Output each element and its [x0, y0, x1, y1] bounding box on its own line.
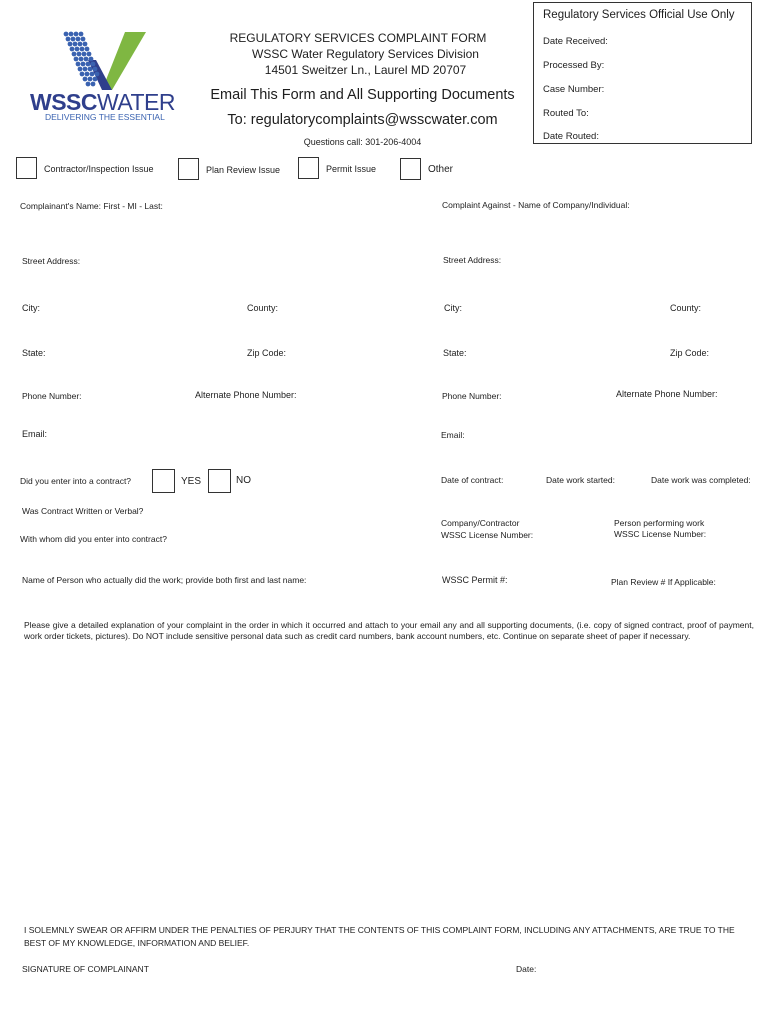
- division-address: 14501 Sweitzer Ln., Laurel MD 20707: [264, 63, 467, 77]
- contract-no-label: NO: [236, 475, 251, 486]
- other-issue-checkbox[interactable]: [400, 158, 421, 180]
- complainant-email-field[interactable]: Email:: [22, 429, 48, 439]
- official-use-title: Regulatory Services Official Use Only: [543, 9, 735, 21]
- complainant-state-field[interactable]: State:: [22, 348, 46, 358]
- against-state-field[interactable]: State:: [443, 348, 467, 358]
- complainant-alt-phone-field[interactable]: Alternate Phone Number:: [195, 390, 297, 400]
- against-name-field[interactable]: Complaint Against - Name of Company/Individual:: [442, 200, 630, 210]
- signature-field[interactable]: SIGNATURE OF COMPLAINANT: [22, 964, 149, 974]
- perjury-affirmation: I SOLEMNLY SWEAR OR AFFIRM UNDER THE PENALTIES OF PERJURY THAT THE CONTENTS OF THIS COMPLAINT FORM, INCLUDING ANY ATTACHMENTS, ARE TRUE TO THE BEST OF MY KNOWLEDGE, INFORMATION AND BELIEF.: [24, 925, 735, 948]
- questions-phone: Questions call: 301-206-4004: [303, 137, 422, 147]
- division-name: WSSC Water Regulatory Services Division: [252, 47, 479, 61]
- contract-no-checkbox[interactable]: [208, 469, 231, 493]
- complainant-county-field[interactable]: County:: [247, 303, 279, 313]
- explanation-text-area[interactable]: [20, 660, 755, 910]
- date-work-started-field[interactable]: Date work started:: [546, 475, 615, 485]
- permit-issue-checkbox[interactable]: [298, 157, 319, 179]
- contractor-issue-checkbox[interactable]: [16, 157, 37, 179]
- complainant-name-field[interactable]: Complainant's Name: First - MI - Last:: [20, 201, 163, 211]
- complainant-phone-field[interactable]: Phone Number:: [22, 391, 82, 401]
- logo-wordmark-light: WATER: [97, 89, 175, 115]
- date-routed-field[interactable]: Date Routed:: [543, 131, 599, 142]
- email-instruction: Email This Form and All Supporting Documents: [210, 87, 515, 103]
- against-city-field[interactable]: City:: [444, 303, 462, 313]
- plan-review-number-field[interactable]: Plan Review # If Applicable:: [611, 577, 716, 587]
- complainant-zip-field[interactable]: Zip Code:: [247, 348, 287, 358]
- against-street-field[interactable]: Street Address:: [443, 255, 502, 265]
- contract-with-field[interactable]: With whom did you enter into contract?: [20, 534, 167, 544]
- official-use-box: [533, 2, 752, 144]
- person-license-field[interactable]: WSSC License Number:: [614, 529, 707, 539]
- contract-type-field[interactable]: Was Contract Written or Verbal?: [22, 506, 144, 516]
- signature-date-field[interactable]: Date:: [516, 964, 537, 974]
- against-phone-field[interactable]: Phone Number:: [442, 391, 502, 401]
- plan-review-issue-label: Plan Review Issue: [206, 165, 281, 175]
- email-address: To: regulatorycomplaints@wsscwater.com: [227, 112, 498, 128]
- company-license-label-1: Company/Contractor: [441, 518, 520, 528]
- contract-yes-label: YES: [181, 476, 202, 487]
- date-work-completed-field[interactable]: Date work was completed:: [651, 475, 751, 485]
- against-zip-field[interactable]: Zip Code:: [670, 348, 710, 358]
- contract-question: Did you enter into a contract?: [20, 476, 132, 486]
- person-license-label-1: Person performing work: [614, 518, 705, 528]
- wssc-w-logo-mark: [30, 30, 185, 92]
- logo-tagline: DELIVERING THE ESSENTIAL: [45, 112, 165, 122]
- permit-number-field[interactable]: WSSC Permit #:: [442, 575, 508, 585]
- contract-yes-checkbox[interactable]: [152, 469, 175, 493]
- date-of-contract-field[interactable]: Date of contract:: [441, 475, 504, 485]
- explanation-instructions: Please give a detailed explanation of your complaint in the order in which it occurred and attach to your email any and all supporting documents, (i.e. copy of signed contract, proof of payment, work order tickets, pictures). Do NOT include sensitive personal data such as credit card numbers, bank account numbers, etc. Continue on separate sheet of paper if necessary.: [24, 620, 754, 641]
- logo-wordmark-bold: WSSC: [30, 89, 97, 115]
- date-received-field[interactable]: Date Received:: [543, 36, 608, 47]
- plan-review-issue-checkbox[interactable]: [178, 158, 199, 180]
- contractor-issue-label: Contractor/Inspection Issue: [44, 164, 154, 174]
- form-title: REGULATORY SERVICES COMPLAINT FORM: [229, 31, 487, 45]
- processed-by-field[interactable]: Processed By:: [543, 60, 605, 71]
- permit-issue-label: Permit Issue: [326, 164, 377, 174]
- other-issue-label: Other: [428, 164, 454, 175]
- company-license-field[interactable]: WSSC License Number:: [441, 530, 534, 540]
- complainant-city-field[interactable]: City:: [22, 303, 40, 313]
- complainant-street-field[interactable]: Street Address:: [22, 256, 81, 266]
- worker-name-field[interactable]: Name of Person who actually did the work; provide both first and last name:: [22, 575, 307, 585]
- against-alt-phone-field[interactable]: Alternate Phone Number:: [616, 389, 718, 399]
- routed-to-field[interactable]: Routed To:: [543, 108, 589, 119]
- case-number-field[interactable]: Case Number:: [543, 84, 605, 95]
- wssc-logo: [30, 30, 185, 125]
- against-county-field[interactable]: County:: [670, 303, 702, 313]
- against-email-field[interactable]: Email:: [441, 430, 465, 440]
